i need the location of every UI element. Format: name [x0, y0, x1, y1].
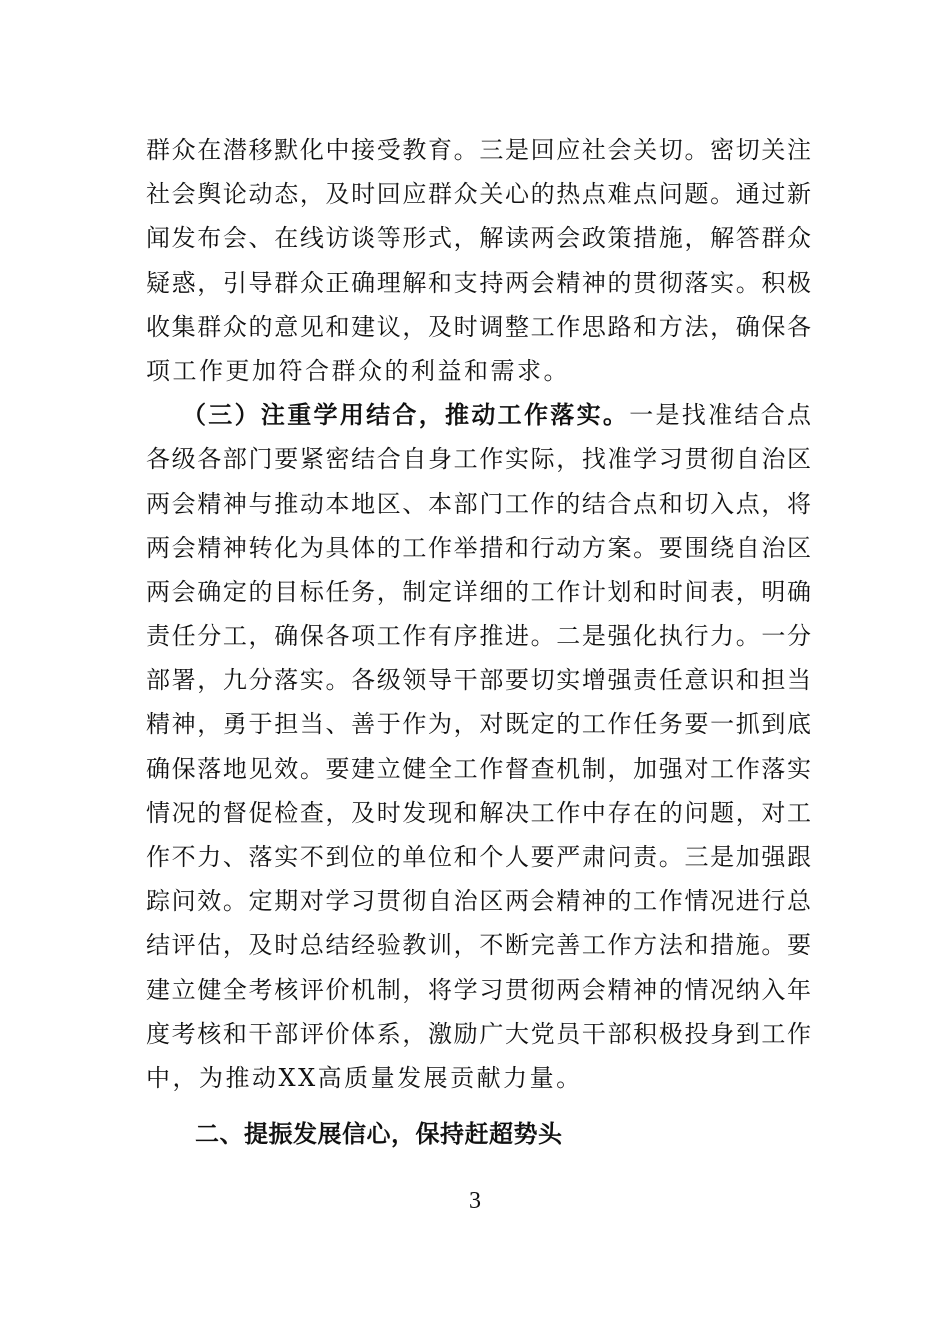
text-line: 各级各部门要紧密结合自身工作实际，找准学习贯彻自治区 [146, 445, 811, 474]
text-line: 责任分工，确保各项工作有序推进。二是强化执行力。一分 [146, 622, 811, 651]
text-line: 闻发布会、在线访谈等形式，解读两会政策措施，解答群众 [146, 224, 811, 253]
text-line: 精神，勇于担当、善于作为，对既定的工作任务要一抓到底 [146, 710, 811, 739]
section-heading: 二、提振发展信心，保持赶超势头 [195, 1119, 563, 1148]
page-number: 3 [469, 1188, 481, 1214]
text-line: 两会精神与推动本地区、本部门工作的结合点和切入点，将 [146, 489, 811, 518]
text-line: 部署，九分落实。各级领导干部要切实增强责任意识和担当 [146, 666, 811, 695]
subsection-heading: （三）注重学用结合，推动工作落实。 [182, 400, 630, 430]
text-line: 两会精神转化为具体的工作举措和行动方案。要围绕自治区 [146, 533, 811, 562]
text-line: 两会确定的目标任务，制定详细的工作计划和时间表，明确 [146, 577, 811, 606]
text-line: 作不力、落实不到位的单位和个人要严肃问责。三是加强跟 [146, 843, 811, 871]
text-line: 疑惑，引导群众正确理解和支持两会精神的贯彻落实。积极 [146, 268, 811, 297]
body-text [146, 128, 811, 1100]
text-line: 建立健全考核评价机制，将学习贯彻两会精神的情况纳入年 [146, 975, 811, 1004]
text-line: 项工作更加符合群众的利益和需求。 [146, 356, 570, 385]
text-line: 社会舆论动态，及时回应群众关心的热点难点问题。通过新 [146, 180, 811, 209]
text-line: 中，为推动XX高质量发展贡献力量。 [146, 1063, 583, 1092]
text-line: 结评估，及时总结经验教训，不断完善工作方法和措施。要 [146, 931, 811, 960]
text-line: 确保落地见效。要建立健全工作督查机制，加强对工作落实 [146, 754, 811, 783]
text-run: 一是找准结合点 [629, 401, 811, 430]
text-line: 踪问效。定期对学习贯彻自治区两会精神的工作情况进行总 [146, 887, 811, 916]
text-line: 群众在潜移默化中接受教育。三是回应社会关切。密切关注 [146, 136, 811, 164]
text-line: 收集群众的意见和建议，及时调整工作思路和方法，确保各 [146, 312, 811, 341]
text-line: 度考核和干部评价体系，激励广大党员干部积极投身到工作 [146, 1019, 811, 1048]
paragraph-first-line [146, 393, 811, 437]
text-line: 情况的督促检查，及时发现和解决工作中存在的问题，对工 [146, 798, 811, 827]
